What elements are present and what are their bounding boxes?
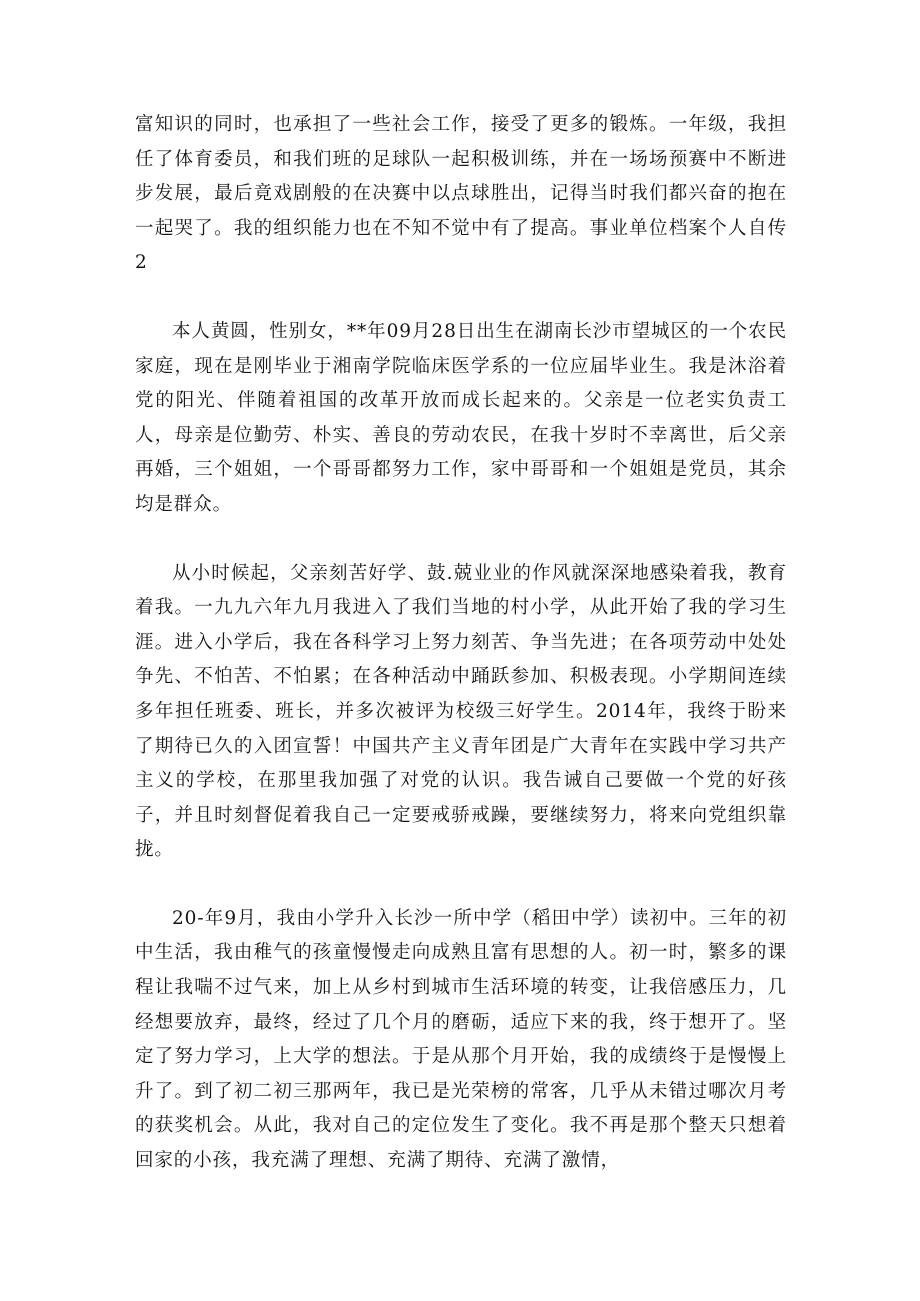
paragraph-2: 本人黄圆，性别女，**年09月28日出生在湖南长沙市望城区的一个农民家庭，现在是刚毕业于湘南学院临床医学系的一位应届毕业生。我是沐浴着党的阳光、伴随着祖国的改革开放而成长起来的。父亲是一位老实负责工人，母亲是位勤劳、朴实、善良的劳动农民，在我十岁时不幸离世，后父亲再婚，三个姐姐，一个哥哥都努力工作，家中哥哥和一个姐姐是党员，其余均是群众。 <box>135 320 787 515</box>
paragraph-1: 富知识的同时，也承担了一些社会工作，接受了更多的锻炼。一年级，我担任了体育委员，和我们班的足球队一起积极训练，并在一场场预赛中不断进步发展，最后竟戏剧般的在决赛中以点球胜出，记得当时我们都兴奋的抱在一起哭了。我的组织能力也在不知不觉中有了提高。事业单位档案个人自传2 <box>135 114 787 274</box>
paragraph-4: 20-年9月，我由小学升入长沙一所中学（稻田中学）读初中。三年的初中生活，我由稚气的孩童慢慢走向成熟且富有思想的人。初一时，繁多的课程让我喘不过气来，加上从乡村到城市生活环境的转变，让我倍感压力，几经想要放弃，最终，经过了几个月的磨砺，适应下来的我，终于想开了。坚定了努力学习，上大学的想法。于是从那个月开始，我的成绩终于是慢慢上升了。到了初二初三那两年，我已是光荣榜的常客，几乎从未错过哪次月考的获奖机会。从此，我对自己的定位发生了变化。我不再是那个整天只想着回家的小孩，我充满了理想、充满了期待、充满了激情， <box>135 907 787 1172</box>
document-body <box>135 108 787 1179</box>
paragraph-3: 从小时候起，父亲刻苦好学、鼓.兢业业的作风就深深地感染着我，教育着我。一九九六年九月我进入了我们当地的村小学，从此开始了我的学习生涯。进入小学后，我在各科学习上努力刻苦、争当先进；在各项劳动中处处争先、不怕苦、不怕累；在各种活动中踊跃参加、积极表现。小学期间连续多年担任班委、班长，并多次被评为校级三好学生。2014年，我终于盼来了期待已久的入团宣誓！中国共产主义青年团是广大青年在实践中学习共产主义的学校，在那里我加强了对党的认识。我告诫自己要做一个党的好孩子，并且时刻督促着我自己一定要戒骄戒躁，要继续努力，将来向党组织靠拢。 <box>135 562 787 861</box>
